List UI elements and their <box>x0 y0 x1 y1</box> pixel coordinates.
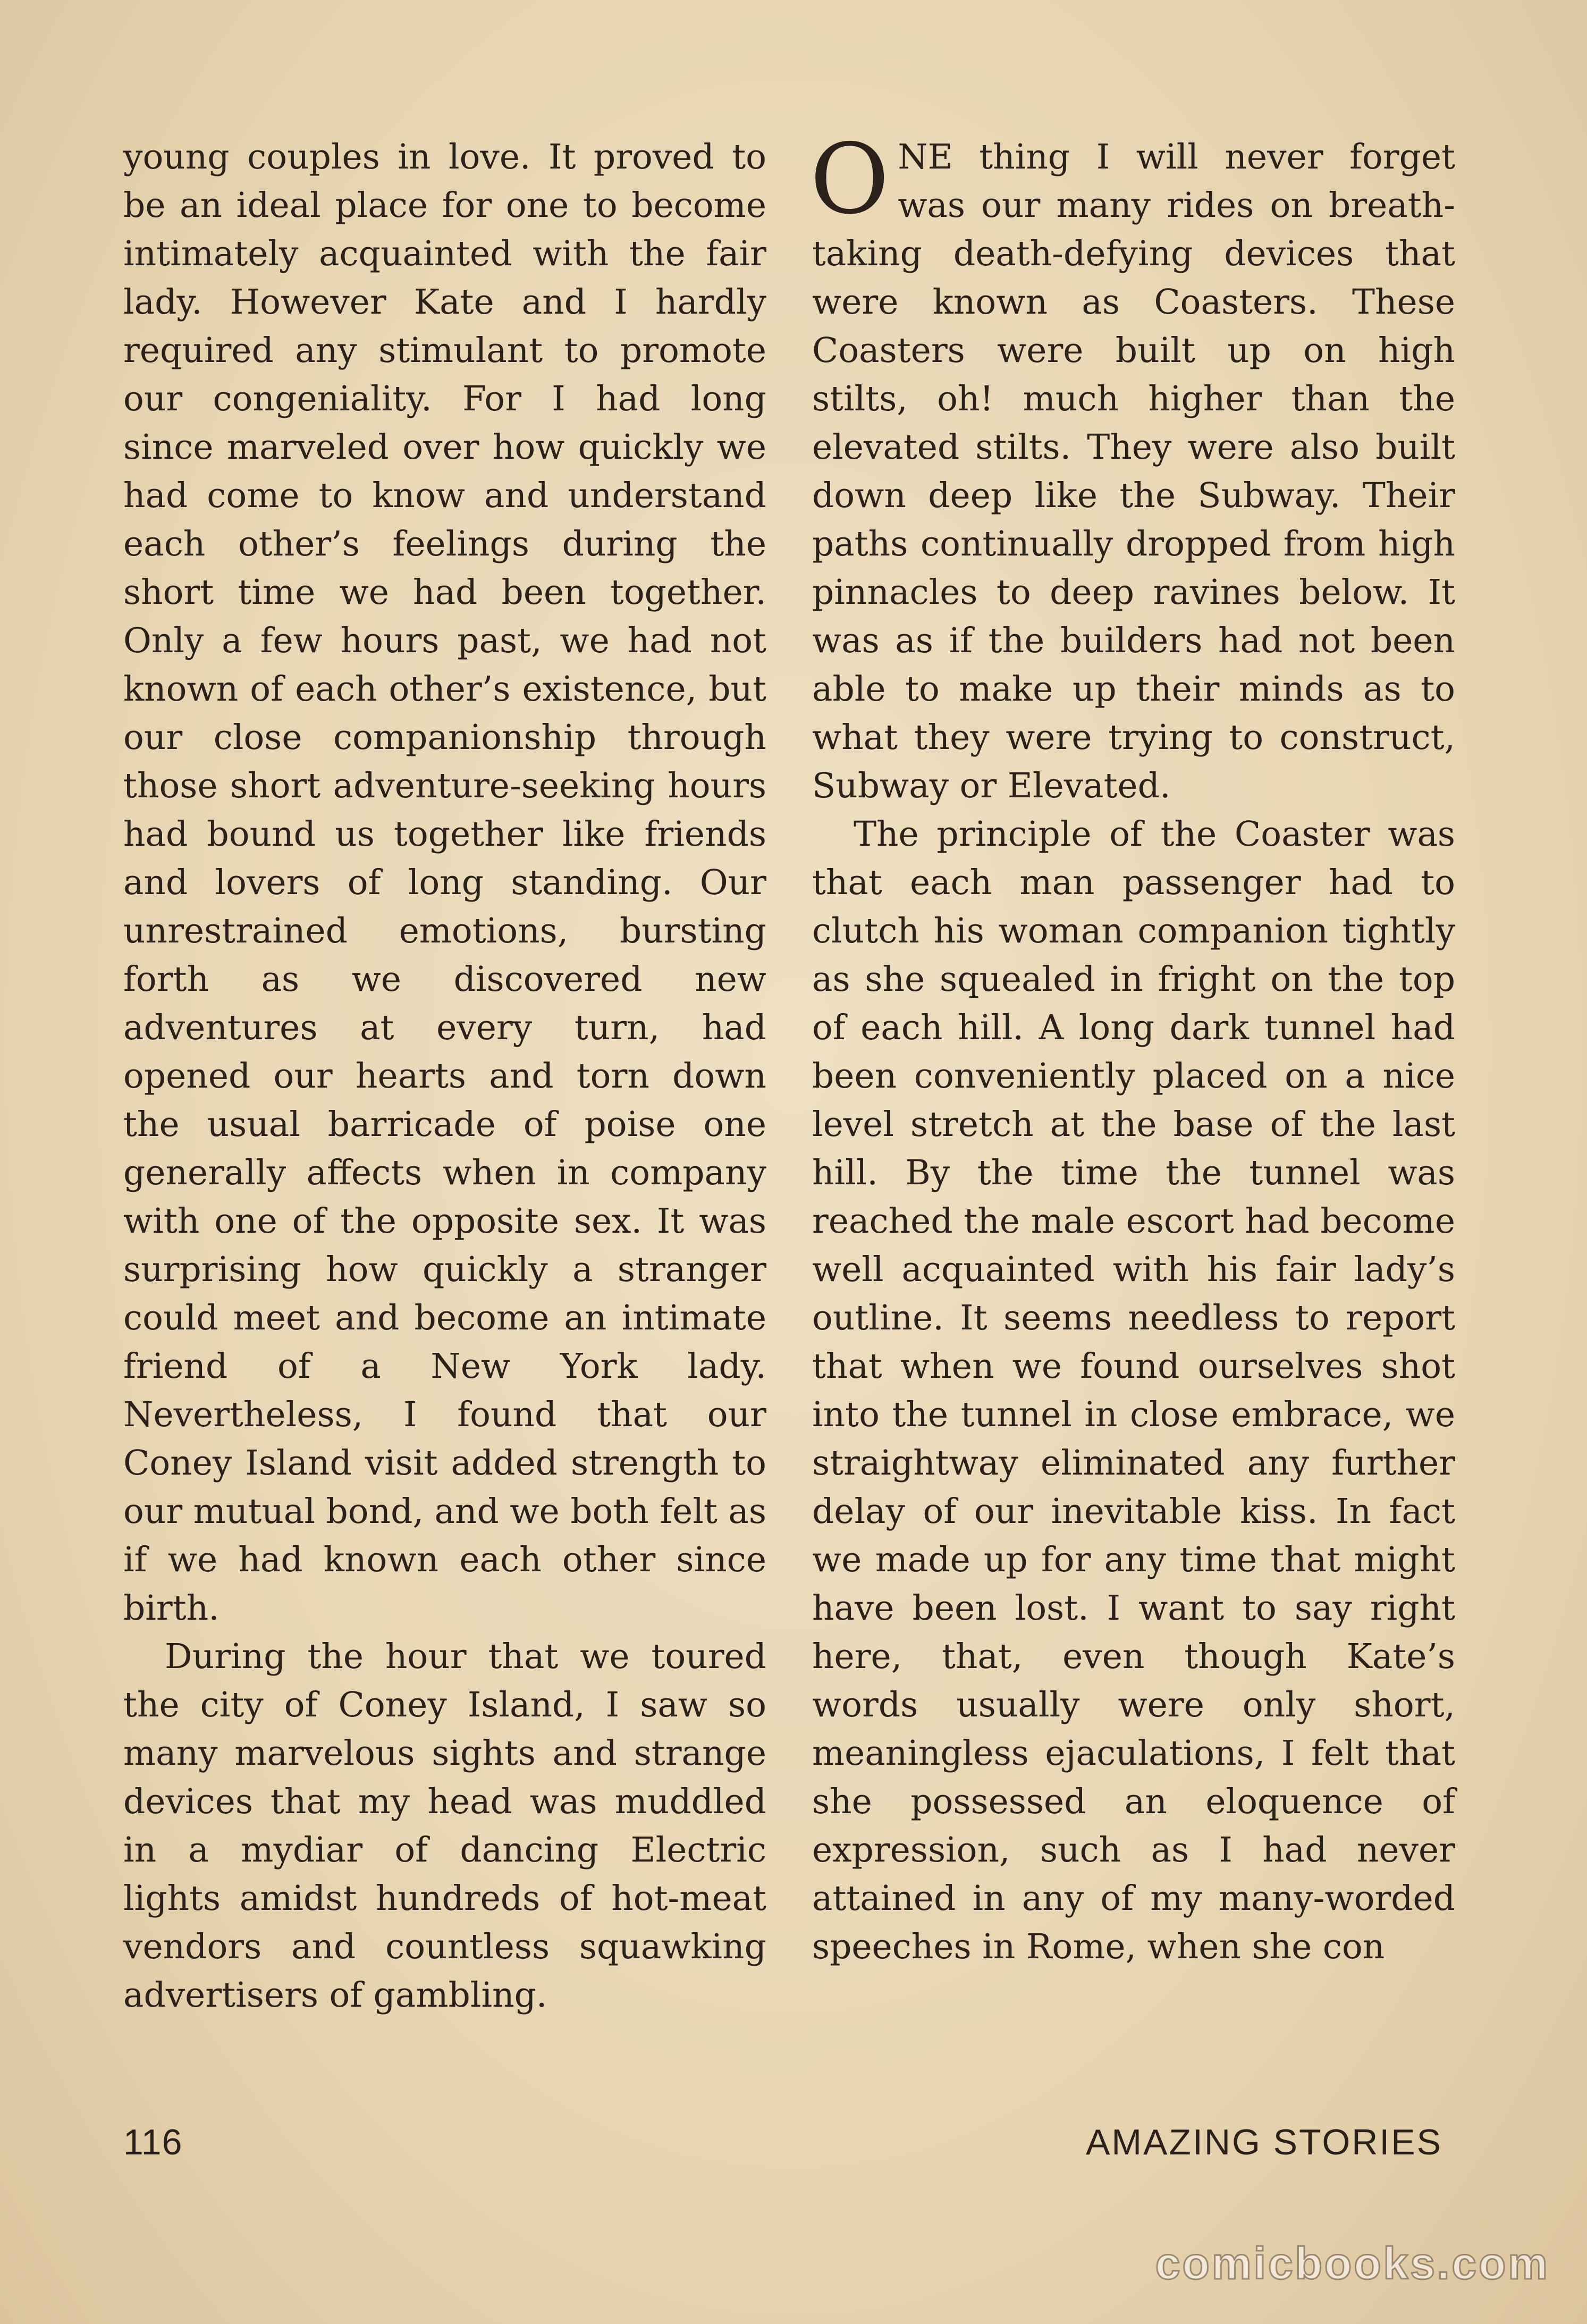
right-text-column <box>810 123 1455 1971</box>
paragraph-coaster-principle: The principle of the Coaster was that each man passenger had to clutch his woman companion tightly as she squealed in fright on the top of each hill. A long dark tunnel had been conveniently placed on a nice level stretch at the base of the last hill. By the time the tunnel was reached the male escort had become well acquainted with his fair lady’s outline. It seems needless to report that when we found ourselves shot into the tunnel in close embrace, we straightway eliminated any further delay of our inevitable kiss. In fact we made up for any time that might have been lost. I want to say right here, that, even though Kate’s words usually were only short, meaningless ejaculations, I felt that she possessed an eloquence of expression, such as I had never attained in any of my many-worded speeches in Rome, when she con <box>812 814 1455 1967</box>
magazine-name: AMAZING STORIES <box>1086 2122 1442 2162</box>
paragraph-coney-island-tour: During the hour that we toured the city of Coney Island, I saw so many marvelous sights and strange devices that my head was muddled in a mydiar of dancing Electric lights amidst hundreds of hot-meat vendors and countless squawking advertisers of gambling. <box>123 1637 766 2015</box>
paragraph-continuation: young couples in love. It proved to be an ideal place for one to become intimately acquainted with the fair lady. However Kate and I hardly required any stimulant to promote our congeniality. For I had long since marveled over how quickly we had come to know and understand each other’s feelings during the short time we had been together. Only a few hours past, we had not known of each other’s existence, but our close companionship through those short adventure-seeking hours had bound us together like friends and lovers of long standing. Our unrestrained emotions, bursting forth as we discovered new adventures at every turn, had opened our hearts and torn down the usual barricade of poise one generally affects when in company with one of the opposite sex. It was surprising how quickly a stranger could meet and become an intimate friend of a New York lady. Nevertheless, I found that our Coney Island visit added strength to our mutual bond, and we both felt as if we had known each other since birth. <box>123 137 766 1628</box>
paragraph-coasters-intro <box>810 123 1455 810</box>
watermark-logo: comicbooks.com <box>1155 2238 1550 2288</box>
left-text-column <box>123 133 766 2019</box>
drop-cap-letter: O <box>810 123 890 235</box>
page-number: 116 <box>123 2122 183 2162</box>
paragraph-coasters-text: NE thing I will never forget was our many rides on breath-taking death-defying devices that were known as Coasters. These Coasters were built up on high stilts, oh! much higher than the elevated stilts. They were also built down deep like the Subway. Their paths continually dropped from high pinnacles to deep ravines below. It was as if the builders had not been able to make up their minds as to what they were trying to construct, Subway or Elevated. <box>812 137 1455 806</box>
